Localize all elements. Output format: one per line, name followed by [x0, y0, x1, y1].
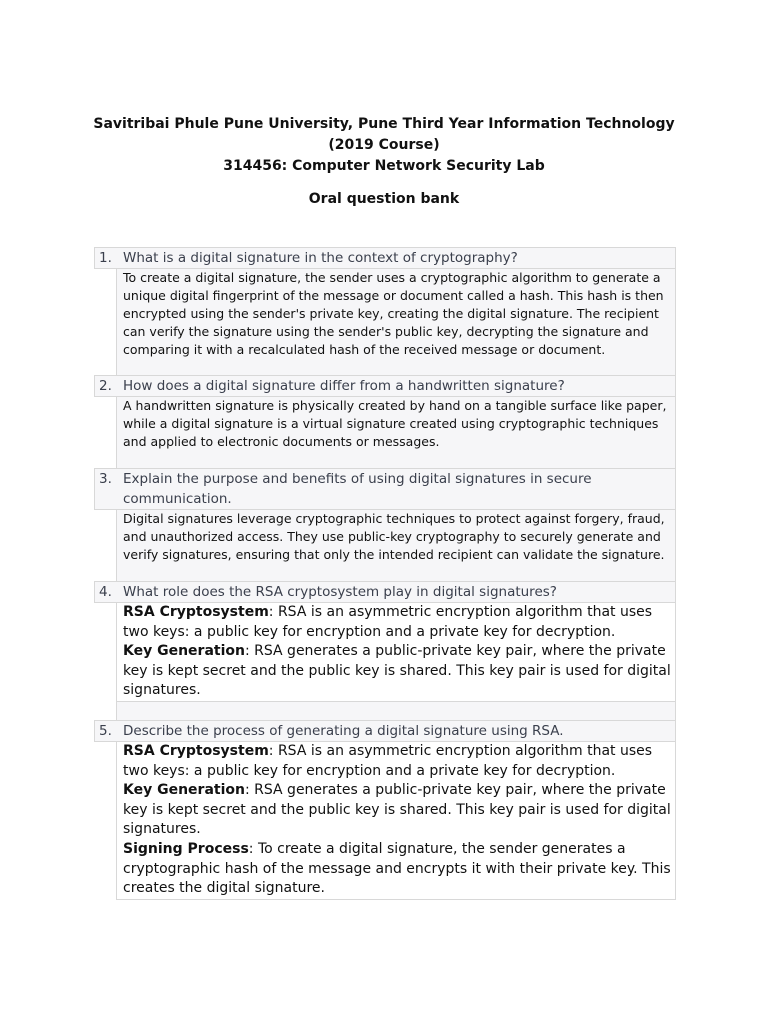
answer-text: Digital signatures leverage cryptographic techniques to protect against forgery, fraud, and unauthorized access. They use public-key cryptography to securely generate and verify signatures, ensuring that only the intended recipient can validate the signature.	[123, 511, 665, 562]
qa-item-2	[94, 375, 676, 470]
question-number: 5.	[99, 723, 112, 739]
university-title: Savitribai Phule Pune University, Pune Third Year Information Technology	[93, 116, 675, 132]
question-text: What role does the RSA cryptosystem play in digital signatures?	[123, 584, 557, 600]
term-rsa-cryptosystem	[123, 603, 673, 642]
answer-4-spacer	[116, 702, 676, 721]
qa-item-5	[94, 720, 676, 900]
question-text: Explain the purpose and benefits of using digital signatures in secure communication.	[123, 471, 592, 507]
term-label: Key Generation	[123, 782, 245, 799]
term-text: : RSA is an asymmetric encryption algorithm that uses two keys: a public key for encryption and a private key for decryption.	[123, 743, 653, 779]
term-text: : RSA is an asymmetric encryption algorithm that uses two keys: a public key for encryption and a private key for decryption.	[123, 604, 653, 640]
question-bank-title: Oral question bank	[308, 191, 460, 207]
qa-item-3	[94, 468, 676, 582]
question-text: What is a digital signature in the context of cryptography?	[123, 250, 518, 266]
question-5	[94, 720, 676, 742]
term-text: : To create a digital signature, the sender generates a cryptographic hash of the message and encrypts it with their private key. This creates the digital signature.	[123, 840, 671, 897]
qa-item-4	[94, 581, 676, 721]
term-label: RSA Cryptosystem	[123, 604, 269, 620]
course-year: (2019 Course)	[328, 137, 440, 153]
term-key-generation	[123, 642, 673, 701]
answer-4	[116, 603, 676, 702]
question-2	[94, 375, 676, 397]
term-label: Key Generation	[123, 643, 245, 660]
term-text: : RSA generates a public-private key pair, where the private key is kept secret and the public key is shared. This key pair is used for digital signatures.	[123, 643, 671, 699]
question-text: How does a digital signature differ from a handwritten signature?	[123, 378, 565, 394]
term-signing-process	[123, 840, 673, 899]
answer-text: A handwritten signature is physically created by hand on a tangible surface like paper, while a digital signature is a virtual signature created using cryptographic techniques and applied to electronic documents or messages.	[123, 398, 667, 449]
question-number: 4.	[99, 584, 112, 600]
question-number: 1.	[99, 250, 112, 266]
answer-1	[116, 269, 676, 377]
document-header	[0, 114, 768, 210]
answer-3	[116, 510, 676, 582]
term-key-generation	[123, 781, 673, 840]
lab-title: 314456: Computer Network Security Lab	[223, 158, 545, 174]
term-label: Signing Process	[123, 840, 249, 857]
term-label: RSA Cryptosystem	[123, 743, 269, 759]
term-text: : RSA generates a public-private key pair, where the private key is kept secret and the public key is shared. This key pair is used for digital signatures.	[123, 782, 671, 838]
term-rsa-cryptosystem	[123, 742, 673, 781]
question-4	[94, 581, 676, 603]
qa-item-1	[94, 247, 676, 377]
question-3	[94, 468, 676, 510]
answer-5	[116, 742, 676, 900]
answer-text: To create a digital signature, the sender uses a cryptographic algorithm to generate a unique digital fingerprint of the message or document called a hash. This hash is then encrypted using the sender's private key, creating the digital signature. The recipient can verify the signature using the sender's public key, decrypting the signature and comparing it with a recalculated hash of the received message or document.	[123, 270, 664, 357]
answer-2	[116, 397, 676, 470]
question-number: 3.	[99, 471, 112, 487]
question-number: 2.	[99, 378, 112, 394]
question-text: Describe the process of generating a digital signature using RSA.	[123, 723, 564, 739]
question-1	[94, 247, 676, 269]
